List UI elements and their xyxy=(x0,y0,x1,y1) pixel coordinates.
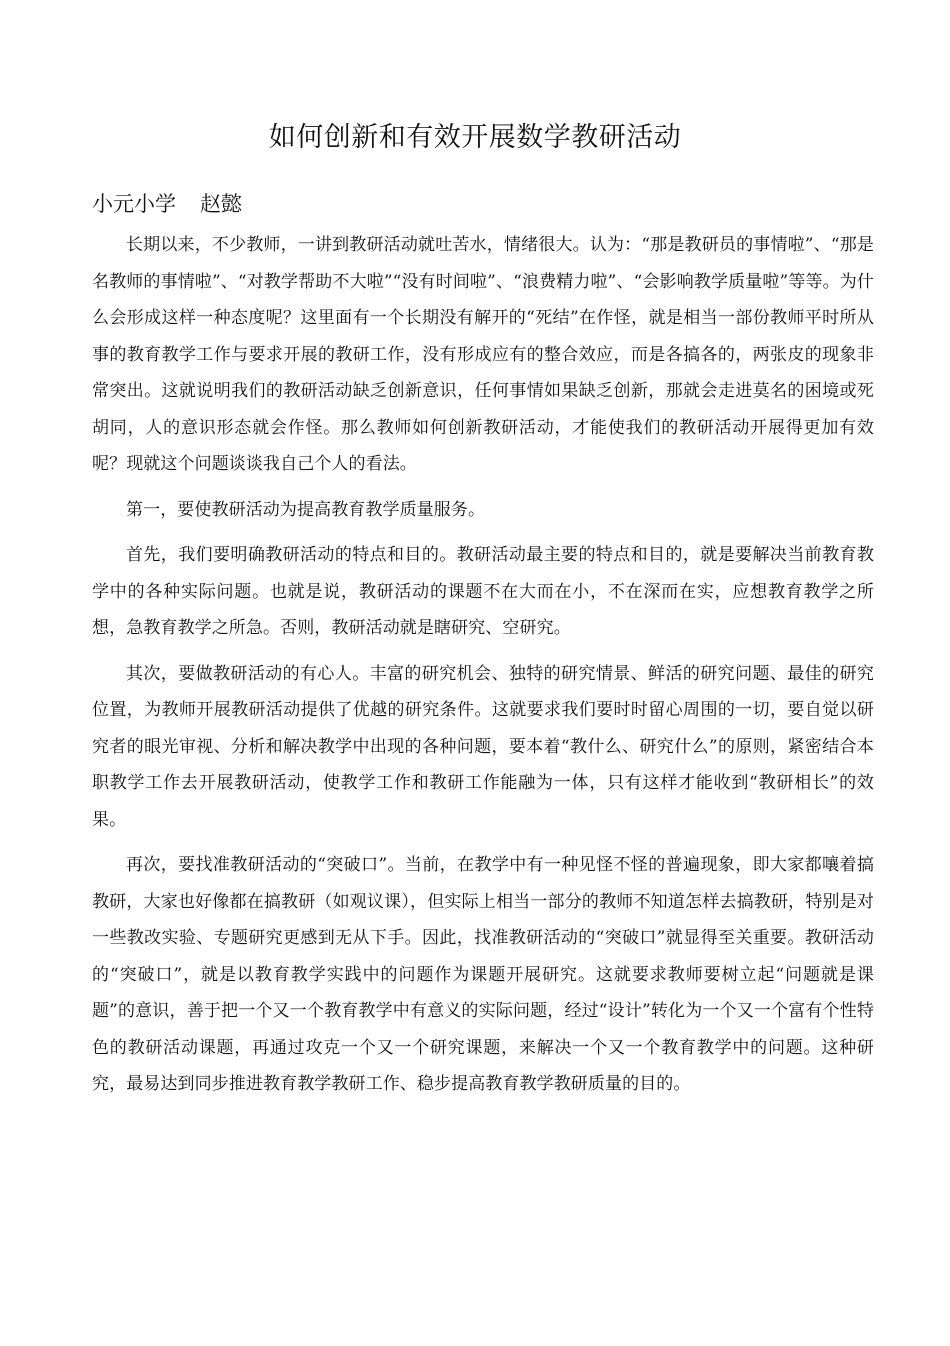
paragraph-second-point: 其次，要做教研活动的有心人。丰富的研究机会、独特的研究情景、鲜活的研究问题、最佳的研究位置，为教师开展教研活动提供了优越的研究条件。这就要求我们要时时留心周围的一切，要自觉以研究者的眼光审视、分析和解决教学中出现的各种问题，要本着“教什么、研究什么”的原则，紧密结合本职教学工作去开展教研活动，使教学工作和教研工作能融为一体，只有这样才能收到“教研相长”的效果。 xyxy=(92,663,874,830)
paragraph-first-point: 首先，我们要明确教研活动的特点和目的。教研活动最主要的特点和目的，就是要解决当前教育教学中的各种实际问题。也就是说，教研活动的课题不在大而在小，不在深而在实，应想教育教学之所想，急教育教学之所急。否则，教研活动就是瞎研究、空研究。 xyxy=(92,545,874,638)
paragraph-intro: 长期以来，不少教师，一讲到教研活动就吐苦水，情绪很大。认为：“那是教研员的事情啦”、“那是名教师的事情啦”、“对教学帮助不大啦”“没有时间啦”、“浪费精力啦”、“会影响教学质量啦”等等。为什么会形成这样一种态度呢？这里面有一个长期没有解开的“死结”在作怪，就是相当一部份教师平时所从事的教育教学工作与要求开展的教研工作，没有形成应有的整合效应，而是各搞各的，两张皮的现象非常突出。这就说明我们的教研活动缺乏创新意识，任何事情如果缺乏创新，那就会走进莫名的困境或死胡同，人的意识形态就会作怪。那么教师如何创新教研活动，才能使我们的教研活动开展得更加有效呢？现就这个问题谈谈我自己个人的看法。 xyxy=(92,235,874,474)
document-body xyxy=(92,227,874,1112)
paragraph-third-point: 再次，要找准教研活动的“突破口”。当前，在教学中有一种见怪不怪的普遍现象，即大家都嚷着搞教研，大家也好像都在搞教研（如观议课），但实际上相当一部分的教师不知道怎样去搞教研，特别是对一些教改实验、专题研究更感到无从下手。因此，找准教研活动的“突破口”就显得至关重要。教研活动的“突破口”，就是以教育教学实践中的问题作为课题开展研究。这就要求教师要树立起“问题就是课题”的意识，善于把一个又一个教育教学中有意义的实际问题，经过“设计”转化为一个又一个富有个性特色的教研活动课题，再通过攻克一个又一个研究课题，来解决一个又一个教育教学中的问题。这种研究，最易达到同步推进教育教学教研工作、稳步提高教育教学教研质量的目的。 xyxy=(92,855,874,1094)
paragraph-section-heading: 第一，要使教研活动为提高教育教学质量服务。 xyxy=(126,499,486,520)
school-name: 小元小学 xyxy=(92,192,176,216)
author-name: 赵懿 xyxy=(200,192,242,216)
author-line xyxy=(92,188,242,220)
document-title: 如何创新和有效开展数学教研活动 xyxy=(268,122,682,153)
